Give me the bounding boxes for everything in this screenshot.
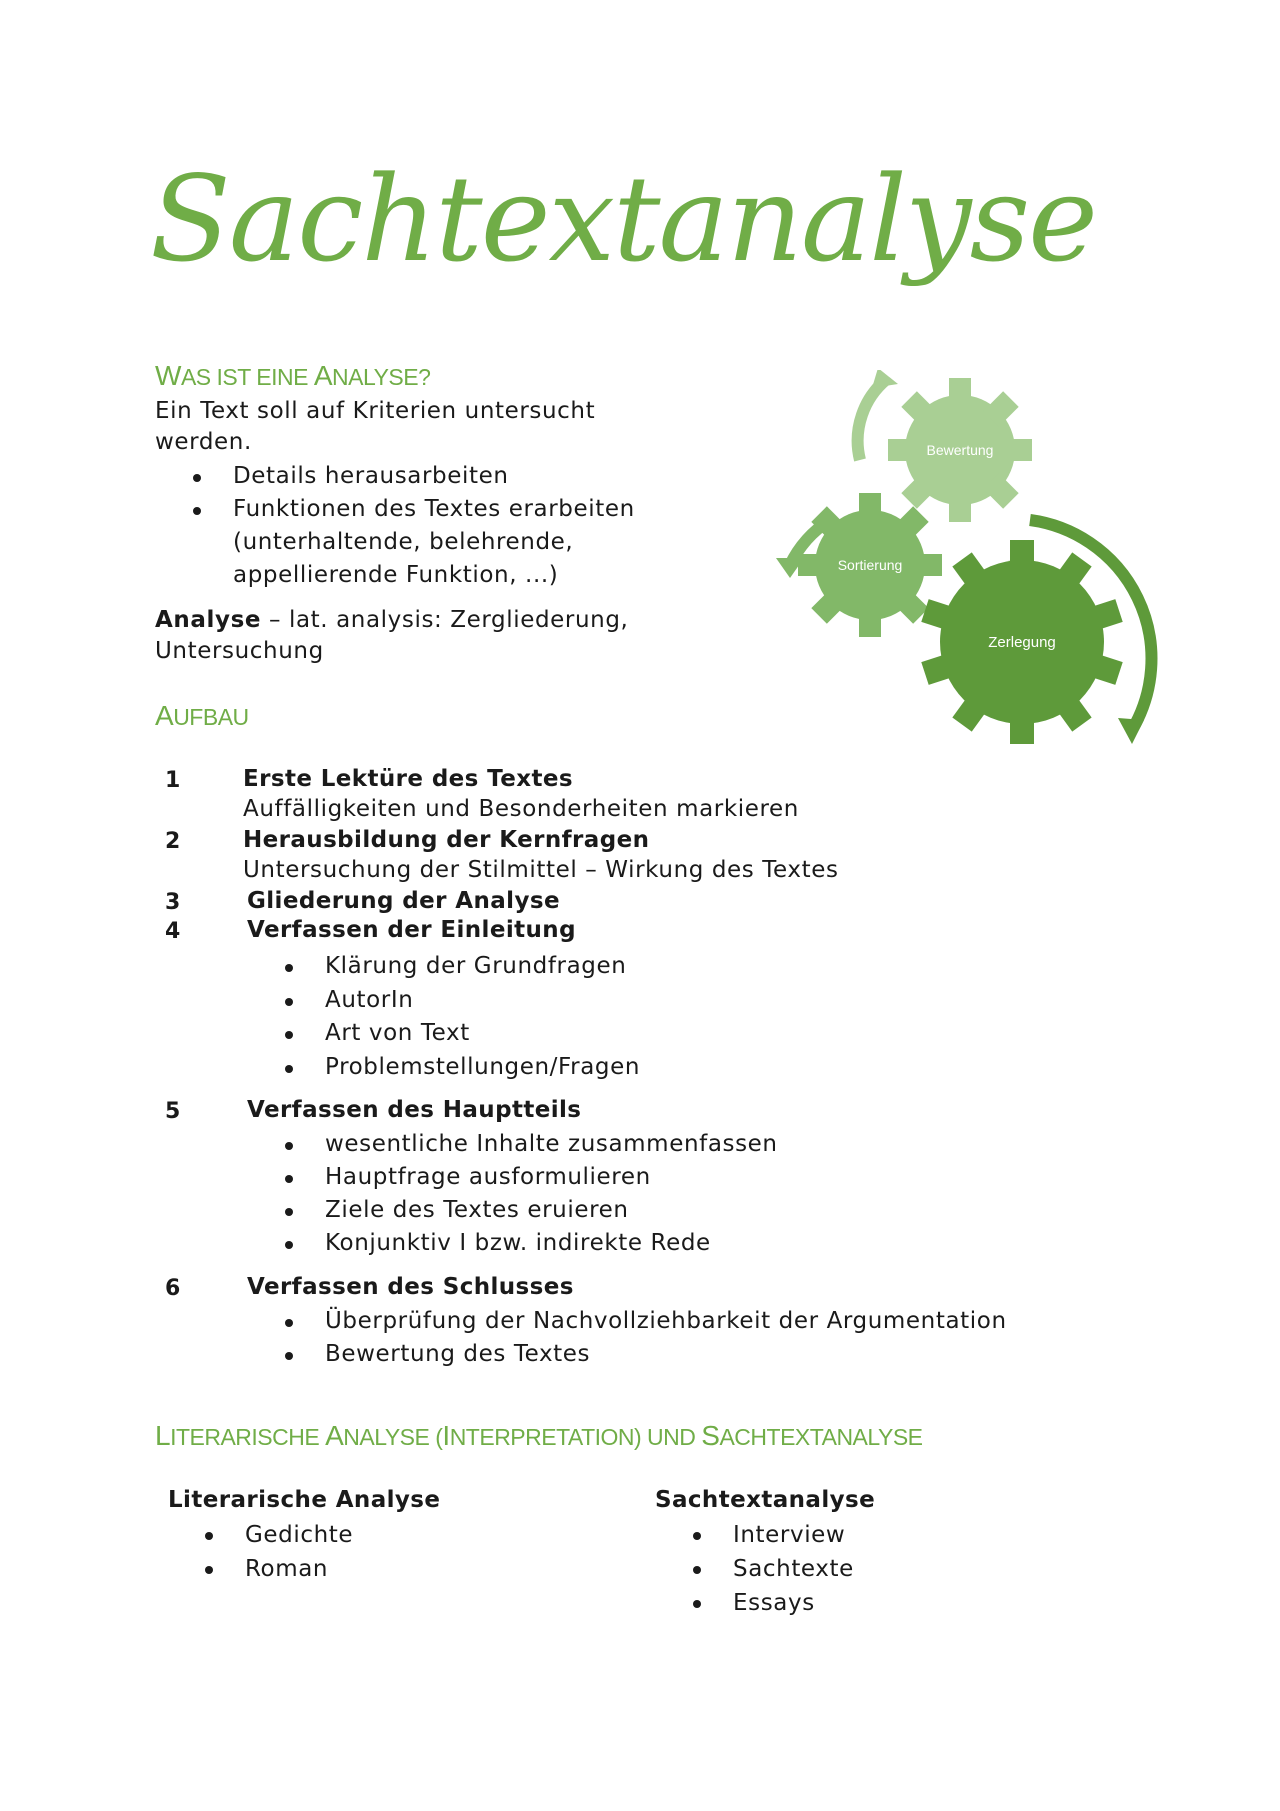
step-title: Gliederung der Analyse [247, 888, 560, 914]
intro-text: Ein Text soll auf Kriterien untersucht werden. [155, 398, 596, 455]
step-title: Erste Lektüre des Textes [243, 766, 573, 792]
column-title-literarische-analyse: Literarische Analyse [168, 1487, 441, 1513]
section-heading-aufbau: AUFBAU [155, 700, 249, 731]
step-number: 5 [165, 1099, 181, 1124]
literary-types-list [245, 1518, 353, 1586]
list-item: Essays [733, 1586, 854, 1620]
list-item: AutorIn [325, 984, 640, 1018]
list-item: Hauptfrage ausformulieren [325, 1161, 778, 1194]
section-heading-analyse: WAS IST EINE ANALYSE? [155, 360, 431, 391]
gear-label-sortierung: Sortierung [837, 557, 903, 573]
step-title: Verfassen der Einleitung [247, 917, 576, 943]
step-bullet-list [325, 1305, 1007, 1371]
section-heading-comparison: LITERARISCHE ANALYSE (INTERPRETATION) UND SACHTEXTANALYSE [155, 1420, 923, 1451]
step-bullet-list [325, 1128, 778, 1260]
step-number: 2 [165, 829, 181, 854]
step-title: Verfassen des Schlusses [247, 1274, 574, 1300]
gear-cycle-diagram [760, 370, 1180, 750]
gear-label-zerlegung: Zerlegung [988, 634, 1056, 651]
list-item: Klärung der Grundfragen [325, 950, 640, 984]
step-title: Herausbildung der Kernfragen [243, 827, 650, 853]
list-item: Roman [245, 1552, 353, 1586]
step-title: Verfassen des Hauptteils [247, 1097, 582, 1123]
analysis-bullet-list [233, 460, 703, 592]
list-item: Konjunktiv I bzw. indirekte Rede [325, 1227, 778, 1260]
list-item: Bewertung des Textes [325, 1338, 1007, 1371]
step-number: 1 [165, 768, 181, 793]
list-item: Sachtexte [733, 1552, 854, 1586]
list-item: Problemstellungen/Fragen [325, 1051, 640, 1085]
analysis-definition: Analyse – lat. analysis: Zergliederung, Untersuchung [155, 607, 629, 664]
cycle-arrow-icon [858, 378, 888, 460]
arrow-head-icon [872, 370, 898, 388]
list-item: Ziele des Textes eruieren [325, 1194, 778, 1227]
list-item: Details herausarbeiten [233, 460, 703, 493]
list-item: Interview [733, 1518, 854, 1552]
list-item: Funktionen des Textes erarbeiten (unterhaltende, belehrende, appellierende Funktion, ...) [233, 493, 703, 592]
page-title: Sachtextanalyse [150, 150, 1096, 288]
list-item: wesentliche Inhalte zusammenfassen [325, 1128, 778, 1161]
list-item: Überprüfung der Nachvollziehbarkeit der Argumentation [325, 1305, 1007, 1338]
gear-zerlegung-icon [921, 540, 1122, 744]
step-number: 6 [165, 1276, 181, 1301]
step-number: 3 [165, 890, 181, 915]
gear-label-bewertung: Bewertung [926, 442, 994, 458]
step-bullet-list [325, 950, 640, 1084]
step-subtitle: Untersuchung der Stilmittel – Wirkung des Textes [243, 857, 839, 883]
factual-types-list [733, 1518, 854, 1620]
list-item: Art von Text [325, 1017, 640, 1051]
step-subtitle: Auffälligkeiten und Besonderheiten markieren [243, 796, 799, 822]
gear-bewertung-icon [888, 378, 1032, 522]
column-title-sachtextanalyse: Sachtextanalyse [655, 1487, 876, 1513]
step-number: 4 [165, 919, 181, 944]
list-item: Gedichte [245, 1518, 353, 1552]
arrow-head-icon [1118, 718, 1144, 744]
gear-sortierung-icon [798, 493, 942, 637]
